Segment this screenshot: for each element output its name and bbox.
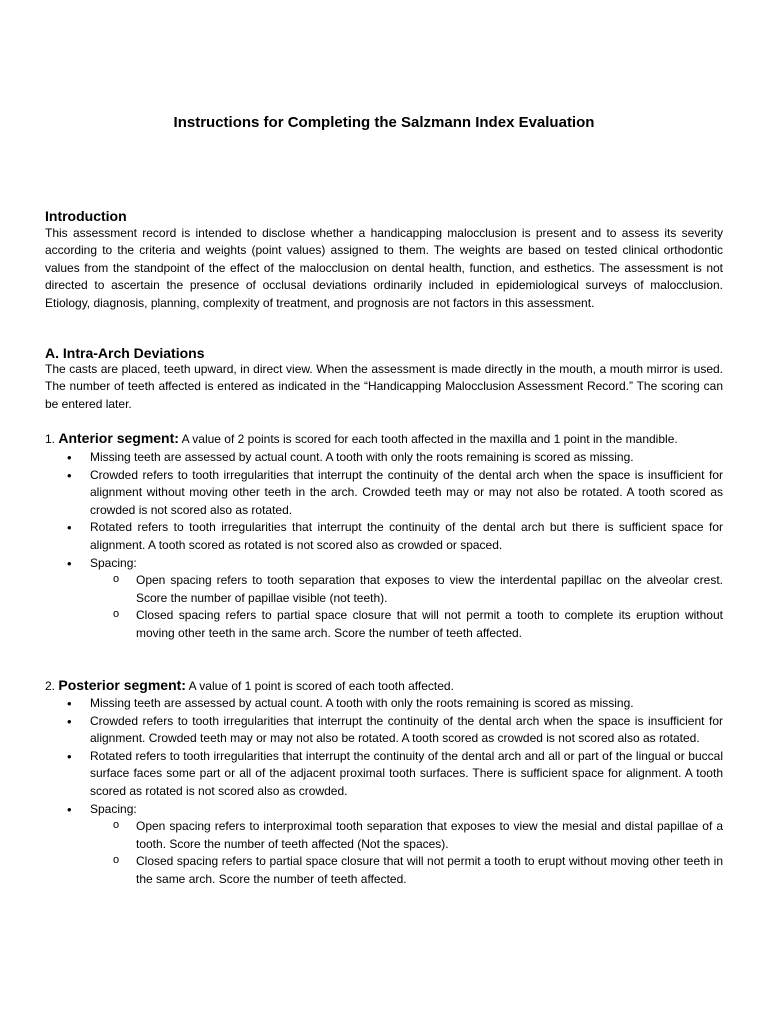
spacing-sublist xyxy=(90,818,723,888)
anterior-segment-list xyxy=(45,449,723,643)
segment-label: Posterior segment: xyxy=(58,677,186,693)
posterior-segment-list xyxy=(45,695,723,889)
segment-label: Anterior segment: xyxy=(58,430,179,446)
list-item-label: Spacing: xyxy=(90,801,137,816)
sublist-item: o Closed spacing refers to partial space closure that will not permit a tooth to complete its eruption without moving other teeth in the same arch. Score the number of teeth affected. xyxy=(90,607,723,642)
list-item: • Missing teeth are assessed by actual count. A tooth with only the roots remaining is scored as missing. xyxy=(45,449,723,467)
sublist-item: o Open spacing refers to interproximal tooth separation that exposes to view the mesial and distal papillae of a tooth. Score the number of teeth affected (Not the spaces). xyxy=(90,818,723,853)
list-item: • Missing teeth are assessed by actual count. A tooth with only the roots remaining is scored as missing. xyxy=(45,695,723,713)
document-title: Instructions for Completing the Salzmann Index Evaluation xyxy=(173,114,595,131)
section-a-heading: A. Intra-Arch Deviations xyxy=(45,345,205,361)
sublist-item: o Closed spacing refers to partial space closure that will not permit a tooth to erupt without moving other teeth in the same arch. Score the number of teeth affected. xyxy=(90,853,723,888)
segment-description: A value of 2 points is scored for each tooth affected in the maxilla and 1 point in the mandible. xyxy=(178,432,678,446)
spacing-sublist xyxy=(90,572,723,642)
sublist-item: o Open spacing refers to tooth separation that exposes to view the interdental papillac on the alveolar crest. Score the number of papillae visible (not teeth). xyxy=(90,572,723,607)
introduction-text: This assessment record is intended to disclose whether a handicapping malocclusion is present and to assess its severity according to the criteria and weights (point values) assigned to them. The weights are based on tested clinical orthodontic values from the standpoint of the effect of the malocclusion on dental health, function, and esthetics. The assessment is not directed to ascertain the presence of occlusal deviations ordinarily included in epidemiological surveys of malocclusion. Etiology, diagnosis, planning, complexity of treatment, and prognosis are not factors in this assessment. xyxy=(45,226,723,310)
anterior-segment-heading xyxy=(45,429,723,448)
introduction-heading: Introduction xyxy=(45,208,127,224)
segment-number: 1. xyxy=(45,432,56,446)
section-a-text: The casts are placed, teeth upward, in direct view. When the assessment is made directly in the mouth, a mouth mirror is used. The number of teeth affected is entered as indicated in the “Handicapping Malocclusion Assessment Record.” The scoring can be entered later. xyxy=(45,362,723,411)
list-item-label: Spacing: xyxy=(90,555,137,570)
list-item: • Rotated refers to tooth irregularities that interrupt the continuity of the dental arch and all or part of the lingual or buccal surface faces some part or all of the adjacent proximal tooth surfaces. There is sufficient space for alignment. A tooth scored as rotated is not scored also as crowded. xyxy=(45,748,723,801)
list-item: • Crowded refers to tooth irregularities that interrupt the continuity of the dental arch when the space is insufficient for alignment without moving other teeth in the arch. Crowded teeth may or may not also be rotated. A tooth scored as crowded is not scored also as rotated. xyxy=(45,467,723,520)
list-item: • Crowded refers to tooth irregularities that interrupt the continuity of the dental arch when the space is insufficient for alignment. Crowded teeth may or may not also be rotated. A tooth scored as crowded is not scored also as rotated. xyxy=(45,713,723,748)
segment-number: 2. xyxy=(45,679,56,693)
list-item xyxy=(45,555,723,643)
list-item: • Rotated refers to tooth irregularities that interrupt the continuity of the dental arch but there is sufficient space for alignment. A tooth scored as rotated is not scored also as crowded or spaced. xyxy=(45,519,723,554)
posterior-segment-heading xyxy=(45,676,723,695)
list-item xyxy=(45,801,723,889)
segment-description: A value of 1 point is scored of each tooth affected. xyxy=(185,679,454,693)
